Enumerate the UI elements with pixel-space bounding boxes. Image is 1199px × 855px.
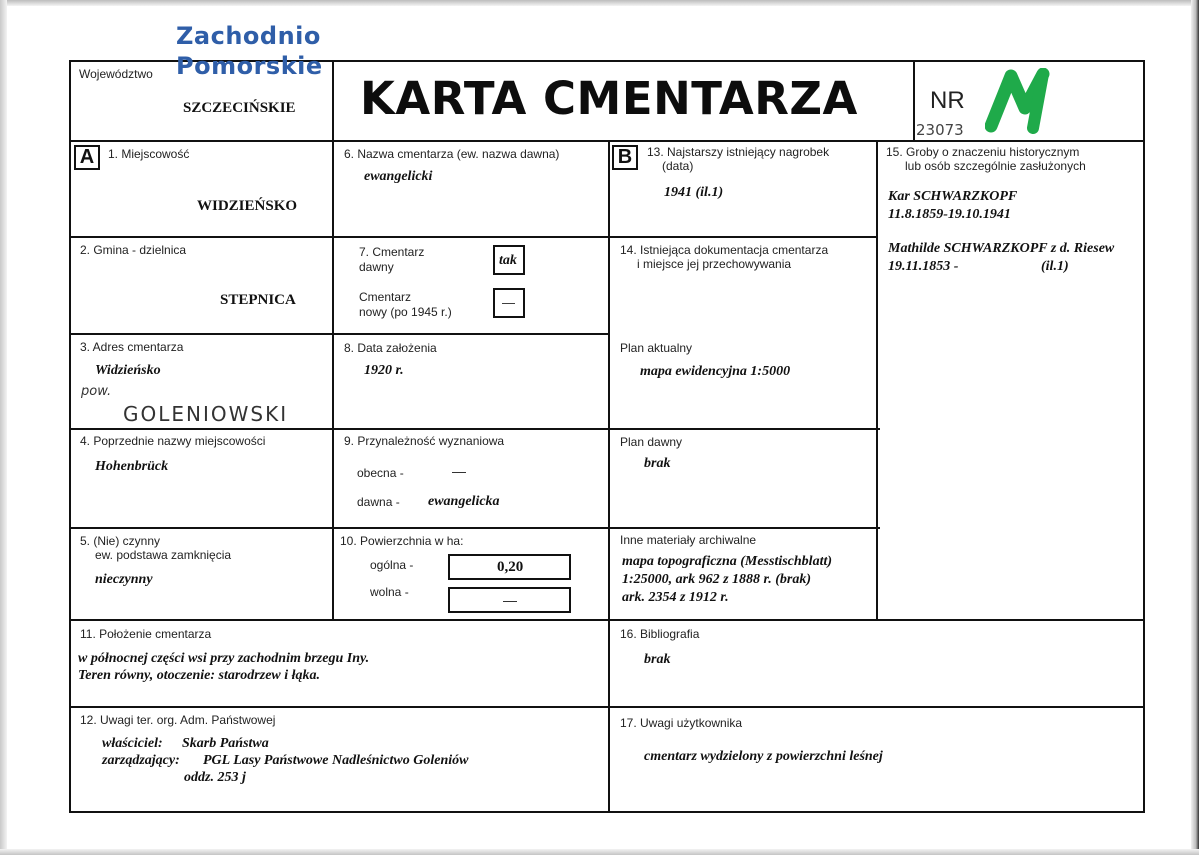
field-17-label: 17. Uwagi użytkownika [620,716,743,730]
field-15-grave-2-name: Mathilde SCHWARZKOPF z d. Riesew [888,241,1115,256]
field-15-grave-2-dates: 19.11.1853 - [888,259,959,274]
nr-handwritten: 23073 [916,121,964,139]
stamp-line-2: Pomorskie [176,52,323,80]
stamp-line-1: Zachodnio [176,22,321,50]
voivodeship-label: Województwo [79,67,153,81]
field-1-value: WIDZIEŃSKO [197,198,298,214]
nr-label: NR [930,87,965,114]
field-14-label: 14. Istniejąca dokumentacja cmentarza [620,243,829,257]
scan-edge-bottom [0,849,1199,855]
field-13-sublabel: (data) [662,159,694,173]
grid-line [70,140,1144,142]
field-10-total-value: 0,20 [497,559,524,575]
field-14-sublabel: i miejsce jej przechowywania [637,257,792,271]
scan-edge-top [0,0,1199,6]
document-title: KARTA CMENTARZA [360,72,858,125]
field-6-value: ewangelicki [364,169,433,184]
field-8-label: 8. Data założenia [344,341,437,355]
grid-line [332,141,334,620]
field-2-value: STEPNICA [220,292,296,308]
field-3-value: Widzieńsko [95,363,161,378]
grid-line [876,141,878,620]
field-7-nowy-value: — [502,295,515,310]
field-7-dawny-box [493,245,525,275]
field-11-label: 11. Położenie cmentarza [80,627,212,641]
field-3-handwritten-pow: pow. [81,384,112,399]
field-15-label: 15. Groby o znaczeniu historycznym [886,145,1080,159]
grid-line [70,527,880,529]
field-12-manager-label: zarządzający: [102,753,180,768]
field-9-current-value: — [452,463,466,479]
field-7-dawny-label: dawny [359,260,394,274]
field-11-value-2: Teren równy, otoczenie: starodrzew i łąka. [78,668,321,683]
field-9-current-label: obecna - [357,466,404,480]
field-14-plan-old-label: Plan dawny [620,435,683,449]
field-2-label: 2. Gmina - dzielnica [80,243,187,257]
section-b-badge: B [612,145,638,170]
field-5-sublabel: ew. podstawa zamknięcia [95,548,232,562]
scan-edge-right [1191,0,1199,855]
field-17-value: cmentarz wydzielony z powierzchni leśnej [644,749,883,764]
section-a-badge: A [74,145,100,170]
field-10-free-value: — [503,592,517,608]
field-13-label: 13. Najstarszy istniejący nagrobek [647,145,830,159]
field-6-label: 6. Nazwa cmentarza (ew. nazwa dawna) [344,147,560,161]
grid-line [332,61,334,141]
field-10-label: 10. Powierzchnia w ha: [340,534,464,548]
field-11-value-1: w północnej części wsi przy zachodnim brzegu Iny. [78,651,370,666]
field-3-label: 3. Adres cmentarza [80,340,184,354]
field-12-unit: oddz. 253 j [184,770,246,785]
field-15-grave-1-name: Kar SCHWARZKOPF [888,189,1018,204]
field-15-grave-2-ref: (il.1) [1041,259,1069,274]
field-4-value: Hohenbrück [95,459,169,474]
field-15-sublabel: lub osób szczególnie zasłużonych [905,159,1086,173]
field-7-nowy-label-2: nowy (po 1945 r.) [359,305,452,319]
field-14-other-label: Inne materiały archiwalne [620,533,757,547]
field-10-free-box [448,587,571,613]
field-9-label: 9. Przynależność wyznaniowa [344,434,505,448]
field-7-nowy-box [493,288,525,318]
field-5-label: 5. (Nie) czynny [80,534,161,548]
field-14-plan-current-value: mapa ewidencyjna 1:5000 [640,364,791,379]
field-4-label: 4. Poprzednie nazwy miejscowości [80,434,266,448]
grid-line [913,61,915,141]
field-14-other-value-1: mapa topograficzna (Messtischblatt) [622,554,833,569]
field-10-total-box [448,554,571,580]
field-10-free-label: wolna - [370,585,409,599]
field-9-former-value: ewangelicka [428,494,500,509]
field-12-label: 12. Uwagi ter. org. Adm. Państwowej [80,713,276,727]
field-12-owner-label: właściciel: [102,736,163,751]
field-12-owner-value: Skarb Państwa [182,736,269,751]
field-15-grave-1-dates: 11.8.1859-19.10.1941 [888,207,1011,222]
grid-line [70,428,880,430]
marker-n-mark [985,68,1065,134]
field-14-plan-current-label: Plan aktualny [620,341,693,355]
field-12-manager-value: PGL Lasy Państwowe Nadleśnictwo Goleniów [203,753,469,768]
field-5-value: nieczynny [95,572,153,587]
voivodeship-value: SZCZECIŃSKIE [183,100,296,116]
field-14-other-value-3: ark. 2354 z 1912 r. [622,590,729,605]
field-16-label: 16. Bibliografia [620,627,700,641]
field-9-former-label: dawna - [357,495,400,509]
field-7-dawny-value: tak [499,253,517,268]
scan-edge-left [0,0,7,855]
grid-line [70,236,610,238]
grid-line [70,619,1144,621]
grid-line [608,141,610,812]
field-7-nowy-label-1: Cmentarz [359,290,412,304]
field-3-handwritten-county: GOLENIOWSKI [123,402,289,426]
field-16-value: brak [644,652,671,667]
grid-line [70,706,1144,708]
field-1-label: 1. Miejscowość [108,147,190,161]
field-14-plan-old-value: brak [644,456,671,471]
grid-line [70,333,610,335]
field-7-label: 7. Cmentarz [359,245,425,259]
field-14-other-value-2: 1:25000, ark 962 z 1888 r. (brak) [622,572,812,587]
field-13-value: 1941 (il.1) [664,185,724,200]
field-8-value: 1920 r. [364,363,404,378]
grid-line [610,236,878,238]
field-10-total-label: ogólna - [370,558,414,572]
